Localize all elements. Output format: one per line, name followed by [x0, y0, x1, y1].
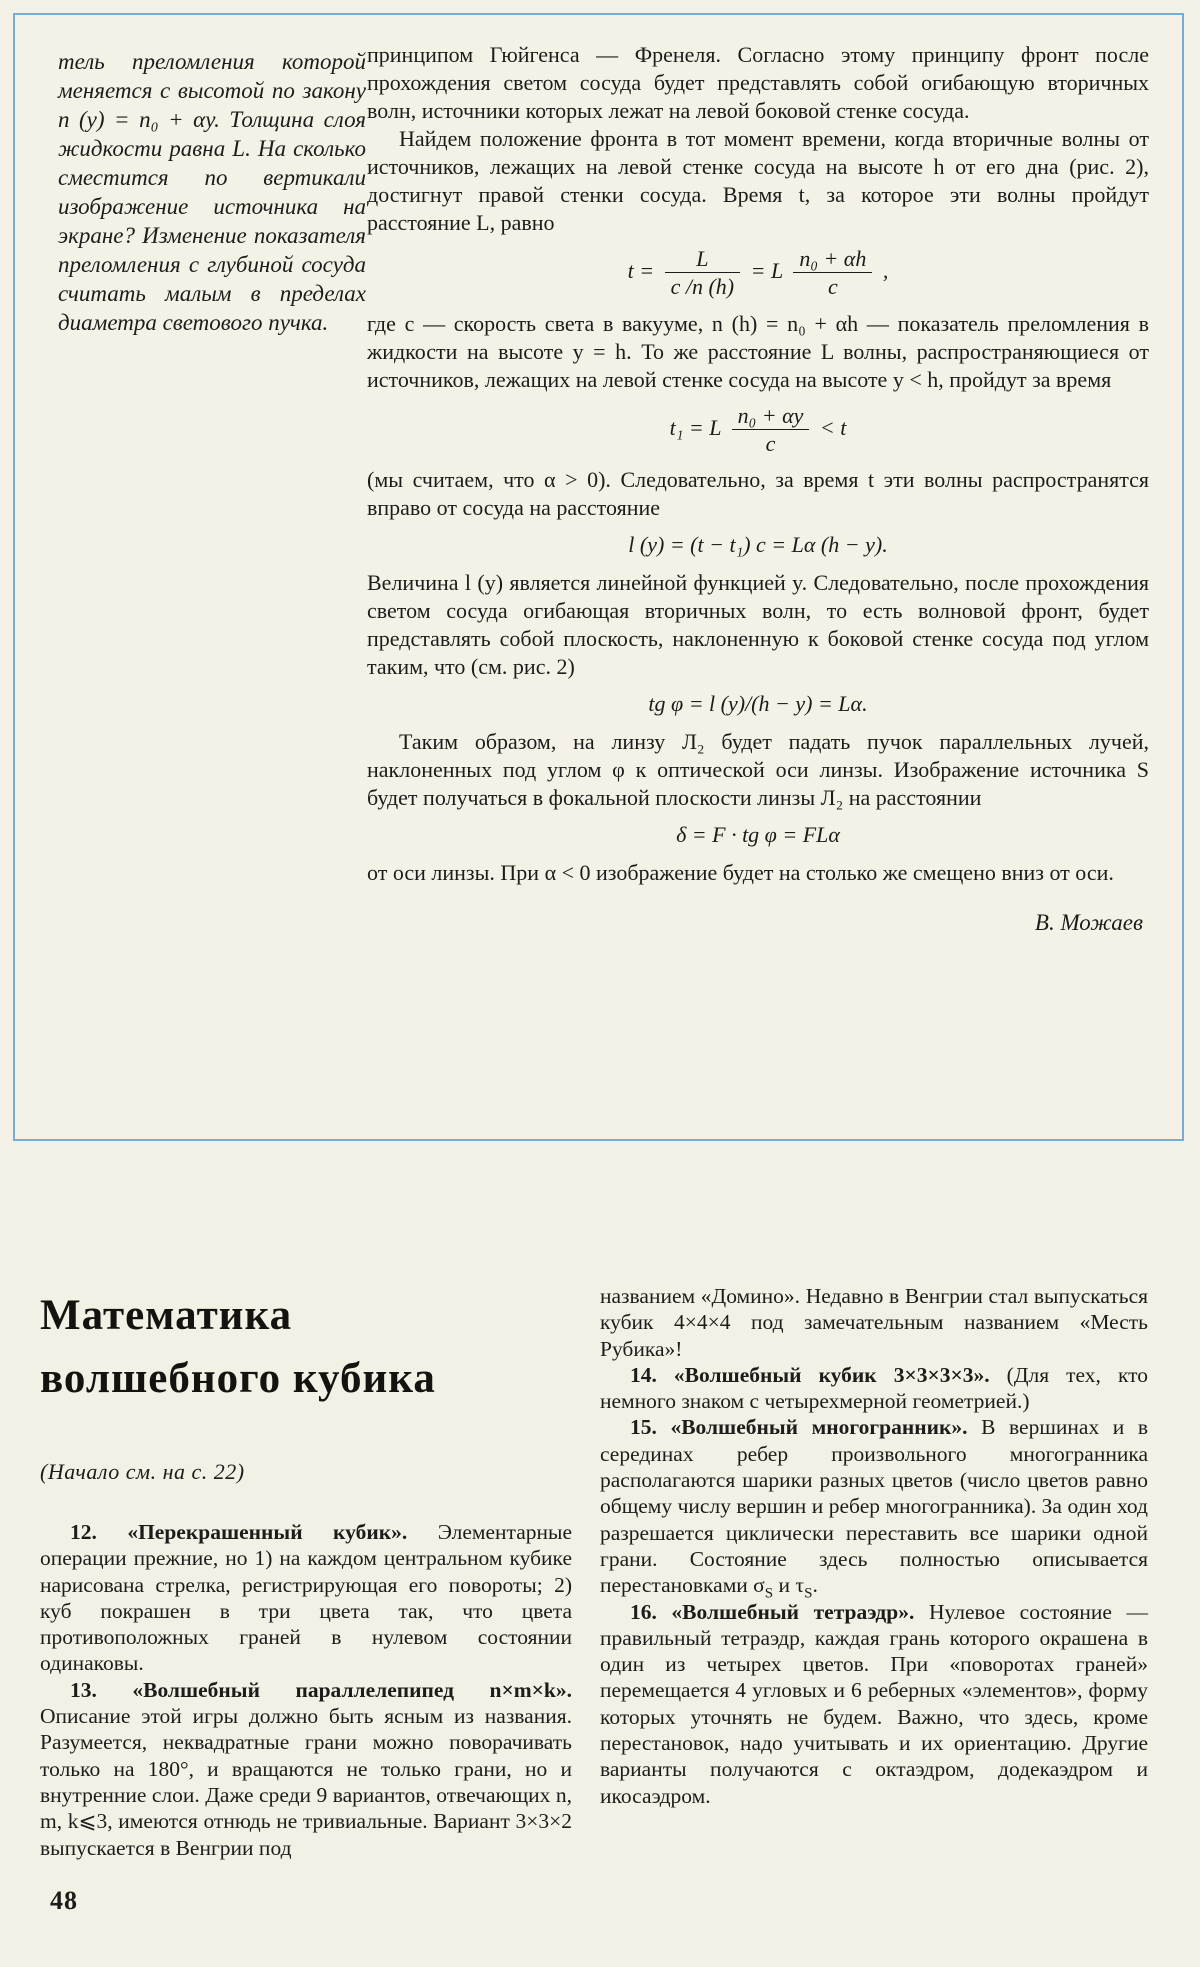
- article-item-12: [40, 1519, 572, 1677]
- article-title-line-2: волшебного кубика: [40, 1355, 436, 1402]
- solution-paragraph-5: Величина l (y) является линейной функцией y. Следовательно, после прохождения светом сосуда огибающая вторичных волн, то есть волновой фронт, будет представлять собой плоскость, наклоненную к боковой стенке сосуда под углом таким, что (см. рис. 2): [367, 570, 1149, 680]
- formula-t1-fraction: $\frac{\text{n₀ + αy}}{c}$: [732, 403, 810, 457]
- item-12-heading: 12. «Перекрашенный кубик».: [70, 1520, 408, 1544]
- item-14-heading: 14. «Волшебный кубик 3×3×3×3».: [630, 1362, 990, 1387]
- article-left-body: [40, 1519, 572, 1861]
- item-13-text: Описание этой игры должно быть ясным из названия. Разумеется, неквадратные грани можно поворачивать только на 180°, и вращаются не только грани, но и внутренние слои. Даже среди 9 вариантов, отвечающих n, m, k⩽3, имеются отнюдь не тривиальные. Вариант 3×3×2 выпускается в Венгрии под: [40, 1704, 572, 1860]
- item-15-subscript-2: S: [804, 1585, 813, 1602]
- item-15-text-a: В вершинах и в серединах ребер произвольного многогранника располагаются шарики разных цветов (число цветов равно общему числу вершин и ребер многогранника). За один ход разрешается циклически переставить все шарики одной грани. Состояние здесь полностью описывается перестановками σ: [600, 1415, 1148, 1598]
- solution-paragraph-2: Найдем положение фронта в тот момент времени, когда вторичные волны от источников, лежащих на левой стенке сосуда на высоте h от его дна (рис. 2), достигнут правой стенки сосуда. Время t, за которое эти волны пройдут расстояние L, равно: [367, 126, 1149, 235]
- solution-column: [367, 41, 1149, 937]
- formula-t-fraction-1: $\frac{L}{c /n (h)}$: [665, 246, 741, 300]
- author-signature: В. Можаев: [1034, 910, 1143, 936]
- article-item-15: [600, 1414, 1148, 1602]
- formula-t-post: ,: [882, 257, 889, 283]
- article-title-line-1: Математика: [40, 1292, 293, 1339]
- article-item-14: [600, 1362, 1148, 1415]
- article-title: [40, 1284, 572, 1410]
- problem-statement-column: [58, 47, 366, 337]
- item-15-heading: 15. «Волшебный многогранник».: [630, 1415, 968, 1440]
- article-left-column: [40, 1284, 572, 1861]
- item-16-text: Нулевое состояние — правильный тетраэдр, каждая грань которого окрашена в один из четырех цветов. При «поворотах граней» перемещается 4 угловых и 6 реберных «элементов», форму которых уточнять не будем. Важно, что здесь, кроме перестановок, надо учитывать и их ориентацию. Другие варианты получаются с октаэдром, додекаэдром и икосаэдром.: [600, 1599, 1148, 1808]
- formula-delta: δ = F · tg φ = FLα: [676, 822, 840, 848]
- article-item-13: [40, 1677, 572, 1861]
- solution-paragraph-4: (мы считаем, что α > 0). Следовательно, за время t эти волны распространятся вправо от сосуда на расстояние: [367, 467, 1149, 521]
- item-14-text: (Для тех, кто немного знаком с четырехмерной геометрией.): [600, 1362, 1148, 1414]
- article-continuation-text: названием «Домино». Недавно в Венгрии стал выпускаться кубик 4×4×4 под замечательным названием «Месть Рубика»!: [600, 1284, 1148, 1361]
- page-number: 48: [50, 1886, 78, 1915]
- solution-paragraph-1: принципом Гюйгенса — Френеля. Согласно этому принципу фронт после прохождения светом сосуда будет представлять собой огибающую вторичных волн, источники которых лежат на левой боковой стенке сосуда.: [367, 42, 1149, 123]
- formula-time-t: [367, 246, 1149, 300]
- article-right-column: [600, 1283, 1148, 1809]
- item-13-heading: 13. «Волшебный параллелепипед n×m×k».: [70, 1677, 572, 1702]
- formula-t1-post: < t: [819, 414, 847, 440]
- formula-time-t1: [367, 403, 1149, 457]
- item-15-text-c: .: [812, 1573, 818, 1598]
- formula-tangent-phi: tg φ = l (y)/(h − y) = Lα.: [648, 691, 868, 717]
- article-item-16: [600, 1599, 1148, 1809]
- formula-t1-pre: t₁ = L: [669, 414, 722, 440]
- item-15-subscript-1: S: [764, 1585, 774, 1602]
- formula-t-fraction-2: $\frac{\text{n₀ + αh}}{c}$: [793, 246, 872, 300]
- solution-paragraph-7: от оси линзы. При α < 0 изображение будет на столько же смещено вниз от оси.: [367, 860, 1114, 886]
- formula-t-pre: t =: [627, 257, 655, 283]
- problem-statement-text: тель преломления которой меняется с высотой по закону n (y) = n₀ + αy. Толщина слоя жидкости равна L. На сколько сместится по вертикали изображение источника на экране? Изменение показателя преломления с глубиной сосуда считать малым в пределах диаметра светового пучка.: [58, 49, 366, 335]
- formula-t-mid: = L: [750, 257, 783, 283]
- solution-paragraph-3: где c — скорость света в вакууме, n (h) = n₀ + αh — показатель преломления в жидкости на высоте y = h. То же расстояние L волны, распространяющиеся от источников, лежащих на левой стенке сосуда на высоте y < h, пройдут за время: [367, 310, 1149, 392]
- item-12-text: Элементарные операции прежние, но 1) на каждом центральном кубике нарисована стрелка, регистрирующая его повороты; 2) куб покрашен в три цвета так, что цвета противоположных граней в нулевом состоянии одинаковы.: [40, 1520, 572, 1676]
- solution-paragraph-6: Таким образом, на линзу Л₂ будет падать пучок параллельных лучей, наклоненных под углом φ к оптической оси линзы. Изображение источника S будет получаться в фокальной плоскости линзы Л₂ на расстоянии: [367, 729, 1149, 811]
- item-16-heading: 16. «Волшебный тетраэдр».: [630, 1599, 915, 1624]
- problem-box: [13, 13, 1184, 1141]
- item-15-text-b: и τ: [773, 1573, 805, 1598]
- formula-distance-l: l (y) = (t − t₁) c = Lα (h − y).: [628, 532, 888, 558]
- article-subtitle: (Начало см. на с. 22): [40, 1459, 245, 1484]
